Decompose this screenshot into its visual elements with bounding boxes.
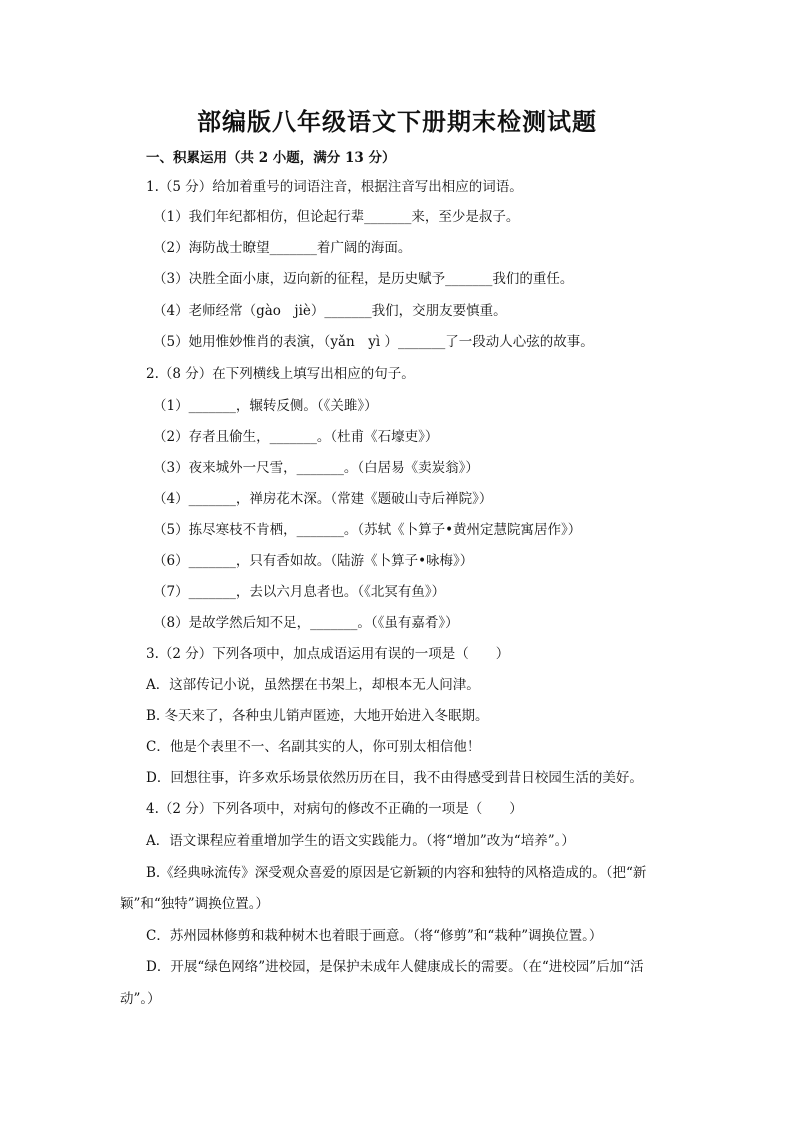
question-2-item-3: （3）夜来城外一尺雪，_______。（白居易《卖炭翁》） — [153, 460, 479, 476]
question-1-item-3: （3）决胜全面小康，迈向新的征程，是历史赋予_______我们的重任。 — [153, 271, 574, 287]
document-title: 部编版八年级语文下册期末检测试题 — [197, 107, 597, 136]
question-3-stem: 3.（2 分）下列各项中，加点成语运用有误的一项是（ ） — [146, 646, 510, 662]
question-4-option-b-line-1: B.《经典咏流传》深受观众喜爱的原因是它新颖的内容和独特的风格造成的。（把“新 — [146, 865, 647, 881]
question-1-item-1: （1）我们年纪都相仿，但论起行辈_______来，至少是叔子。 — [153, 209, 520, 225]
question-1-item-5: （5）她用惟妙惟肖的表演，（yǎn yì ）_______了一段动人心弦的故事。 — [153, 334, 594, 350]
section-heading: 一、积累运用（共 2 小题，满分 13 分） — [146, 150, 396, 166]
question-4-option-d-line-2: 动”。） — [120, 991, 161, 1007]
question-1-item-2: （2）海防战士瞭望_______着广阔的海面。 — [153, 240, 412, 256]
question-4-option-d-line-1: D．开展“绿色网络”进校园，是保护未成年人健康成长的需要。（在“进校园”后加“活 — [146, 959, 644, 975]
question-4-option-a: A．语文课程应着重增加学生的语文实践能力。（将“增加”改为“培养”。） — [146, 833, 575, 849]
question-2-item-1: （1）_______，辗转反侧。（《关雎》） — [153, 398, 378, 414]
question-3-option-c: C．他是个表里不一、名副其实的人，你可别太相信他！ — [146, 739, 481, 755]
question-2-item-7: （7）_______，去以六月息者也。（《北冥有鱼》） — [153, 584, 446, 600]
question-2-item-8: （8）是故学然后知不足，_______。（《虽有嘉肴》） — [153, 615, 459, 631]
question-2-item-2: （2）存者且偷生，_______。（杜甫《石壕吏》） — [153, 429, 439, 445]
question-1-item-4: （4）老师经常（gào jiè）_______我们，交朋友要慎重。 — [153, 303, 507, 319]
question-2-item-5: （5）拣尽寒枝不肯栖，_______。（苏轼《卜算子•黄州定慧院寓居作》） — [153, 522, 582, 538]
question-3-option-d: D．回想往事，许多欢乐场景依然历历在目，我不由得感受到昔日校园生活的美好。 — [146, 770, 643, 786]
question-4-option-b-line-2: 颖”和“独特”调换位置。） — [120, 896, 269, 912]
question-1-stem: 1.（5 分）给加着重号的词语注音，根据注音写出相应的词语。 — [146, 179, 523, 195]
question-3-option-a: A．这部传记小说，虽然摆在书架上，却根本无人问津。 — [146, 677, 480, 693]
question-4-option-c: C．苏州园林修剪和栽种树木也着眼于画意。（将“修剪”和“栽种”调换位置。） — [146, 928, 603, 944]
question-3-option-b: B. 冬天来了，各种虫儿销声匿迹，大地开始进入冬眠期。 — [146, 708, 489, 724]
question-2-item-6: （6）_______，只有香如故。（陆游《卜算子•咏梅》） — [153, 553, 474, 569]
question-2-stem: 2.（8 分）在下列横线上填写出相应的句子。 — [146, 366, 415, 382]
question-4-stem: 4.（2 分）下列各项中，对病句的修改不正确的一项是（ ） — [146, 801, 523, 817]
question-2-item-4: （4）_______，禅房花木深。（常建《题破山寺后禅院》） — [153, 491, 493, 507]
